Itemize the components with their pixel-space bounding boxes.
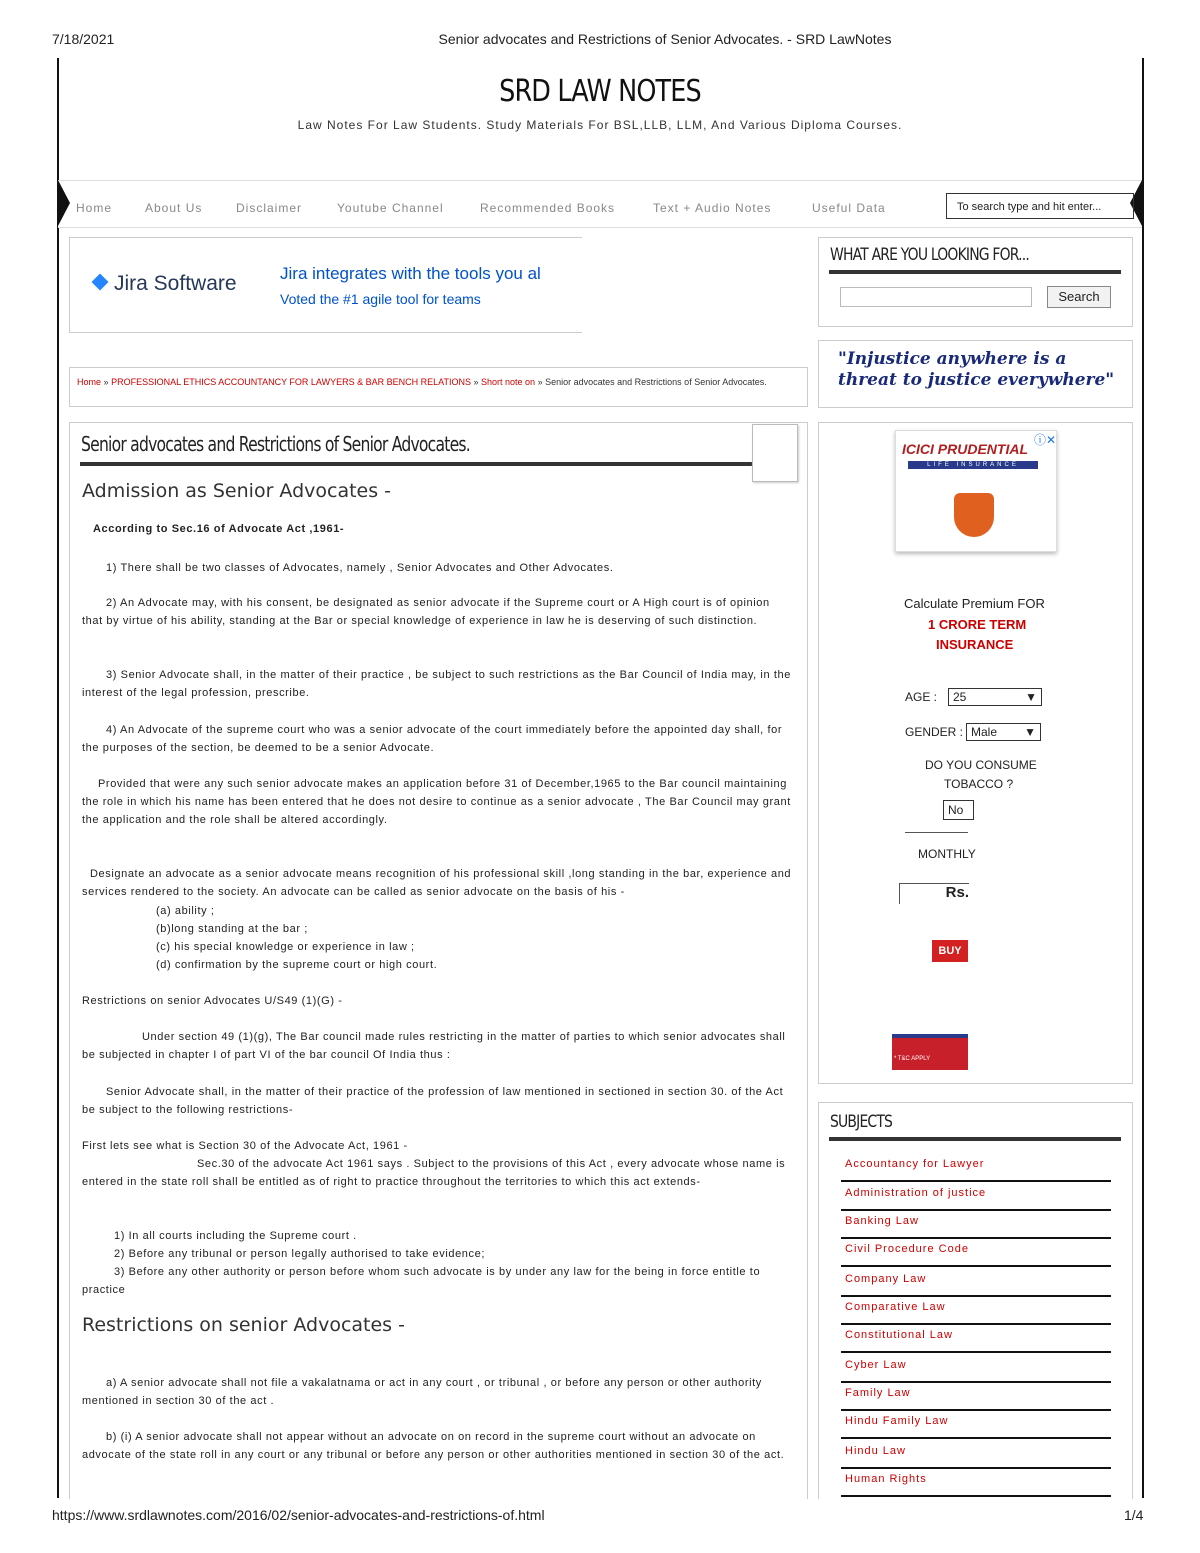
restriction-a: a) A senior advocate shall not file a vakalatnama or act in any court , or tribunal , or before any person or other authority mentioned in section 30 of the act . [82, 1377, 762, 1407]
heading-admission: Admission as Senior Advocates - [82, 480, 392, 502]
gender-label: GENDER : [905, 725, 964, 739]
nav-notch-left [58, 180, 70, 226]
shield-icon [954, 493, 994, 537]
heading-restrictions: Restrictions on senior Advocates - [82, 1314, 405, 1336]
search-widget-underline [829, 270, 1121, 274]
monthly-label: MONTHLY [918, 847, 976, 861]
tobacco-line2: TOBACCO ? [944, 777, 1014, 791]
subject-link[interactable]: Family Law [841, 1381, 1111, 1411]
post-title: Senior advocates and Restrictions of Senior Advocates. [81, 432, 470, 456]
nav-home[interactable]: Home [76, 201, 113, 215]
subject-link[interactable]: Administration of justice [841, 1181, 1111, 1211]
icici-logo-card [895, 430, 1057, 552]
subject-link[interactable]: Constitutional Law [841, 1323, 1111, 1353]
post-title-underline [80, 462, 752, 466]
age-select[interactable]: 25 ▼ [948, 688, 1042, 706]
nav-about-us[interactable]: About Us [145, 201, 203, 215]
banner-line1: Jira integrates with the tools you al [280, 264, 541, 283]
site-title[interactable]: SRD LAW NOTES [499, 74, 701, 109]
subject-link[interactable]: Company Law [841, 1267, 1111, 1297]
basis-item: (b)long standing at the bar ; [156, 923, 308, 935]
page-frame-left [57, 58, 59, 1498]
breadcrumb: Home » PROFESSIONAL ETHICS ACCOUNTANCY FOR LAWYERS & BAR BENCH RELATIONS » Short note on » Senior advocates and Restrictions of Senior Advocates. [77, 377, 767, 387]
ad-divider [905, 832, 968, 833]
para-2: 2) An Advocate may, with his consent, be designated as senior advocate if the Supreme court or A High court is of opinion that by virtue of his ability, standing at the Bar or special knowledge of experience in law he is deserving of such distinction. [82, 597, 770, 627]
print-title: Senior advocates and Restrictions of Senior Advocates. - SRD LawNotes [438, 31, 892, 47]
section30-item: 2) Before any tribunal or person legally authorised to take evidence; [114, 1248, 485, 1260]
jira-diamond-icon [92, 274, 109, 291]
subject-link[interactable]: Accountancy for Lawyer [841, 1152, 1111, 1182]
nav-text-audio-notes[interactable]: Text + Audio Notes [653, 201, 772, 215]
subject-link[interactable]: Banking Law [841, 1209, 1111, 1239]
subjects-underline [829, 1137, 1121, 1141]
breadcrumb-box [69, 367, 808, 407]
basis-item: (d) confirmation by the supreme court or high court. [156, 959, 438, 971]
para-4: 4) An Advocate of the supreme court who was a senior advocate of the court immediately before the appointed day shall, for the purposes of the section, be deemed to be a senior Advocate. [82, 724, 783, 754]
para-11: Sec.30 of the advocate Act 1961 says . Subject to the provisions of this Act , every advocate whose name is entered in the state roll shall be entitled as of right to practice throughout the territories to which this act extends- [82, 1158, 786, 1188]
tnc-text: * T&C APPLY [894, 1056, 931, 1062]
subject-link[interactable]: Hindu Family Law [841, 1409, 1111, 1439]
premium-value: Rs. [899, 883, 969, 904]
breadcrumb-short-note[interactable]: Short note on [481, 377, 536, 387]
nav-recommended-books[interactable]: Recommended Books [480, 201, 616, 215]
para-3: 3) Senior Advocate shall, in the matter of their practice , be subject to such restrictions as the Bar Council of India may, in the interest of the legal profession, prescribe. [82, 669, 791, 699]
post-date-tab [752, 424, 798, 482]
section30-item: 1) In all courts including the Supreme court . [114, 1230, 357, 1242]
age-label: AGE : [905, 690, 938, 704]
nav-youtube-channel[interactable]: Youtube Channel [337, 201, 444, 215]
para-10: First lets see what is Section 30 of the Advocate Act, 1961 - [82, 1140, 408, 1152]
para-9: Senior Advocate shall, in the matter of their practice of the profession of law mentioned in sectioned in section 30. of the Act be subject to the following restrictions- [82, 1086, 784, 1116]
sidebar-search-button[interactable]: Search [1047, 286, 1111, 308]
chevron-down-icon: ▼ [1024, 725, 1036, 739]
subject-link[interactable]: Comparative Law [841, 1295, 1111, 1325]
footer-page: 1/4 [1124, 1507, 1144, 1523]
tobacco-select[interactable]: No [943, 800, 974, 820]
buy-button[interactable]: BUY [932, 940, 968, 962]
breadcrumb-category[interactable]: PROFESSIONAL ETHICS ACCOUNTANCY FOR LAWYERS & BAR BENCH RELATIONS [111, 377, 471, 387]
para-5: Provided that were any such senior advocate makes an application before 31 of December,1965 to the Bar council maintaining the role in which his name has been entered that he does not desire to continue as a senior advocate , The Bar Council may grant the application and the role shall be altered accordingly. [82, 778, 791, 826]
site-tagline: Law Notes For Law Students. Study Materials For BSL,LLB, LLM, And Various Diploma Courses. [297, 118, 903, 132]
jira-brand: Jira Software [114, 272, 237, 295]
gender-select[interactable]: Male ▼ [966, 723, 1041, 741]
para-7: Restrictions on senior Advocates U/S49 (1)(G) - [82, 995, 343, 1007]
banner-line2: Voted the #1 agile tool for teams [280, 291, 481, 307]
page-frame-right [1142, 58, 1144, 1498]
subject-link[interactable]: Hindu Law [841, 1439, 1111, 1469]
basis-item: (a) ability ; [156, 905, 215, 917]
ad-calc: Calculate Premium FOR [904, 596, 1045, 611]
para-6: Designate an advocate as a senior advocate means recognition of his professional skill ,long standing in the bar, experience and services rendered to the society. An advocate can be called as senior advocate on the basis of his - [82, 868, 792, 898]
breadcrumb-home[interactable]: Home [77, 377, 102, 387]
adchoices-close-icon[interactable]: ⓘ✕ [1034, 433, 1057, 447]
subjects-title: SUBJECTS [830, 1112, 893, 1132]
nav-useful-data[interactable]: Useful Data [812, 201, 886, 215]
footer-url: https://www.srdlawnotes.com/2016/02/senior-advocates-and-restrictions-of.html [52, 1507, 545, 1523]
restriction-b: b) (i) A senior advocate shall not appear without an advocate on on record in the supreme court without an advocate on advocate of the state roll in any court or any tribunal or before any person or other authorities mentioned in section 30 of the act. [82, 1431, 785, 1461]
breadcrumb-current: Senior advocates and Restrictions of Senior Advocates. [545, 377, 767, 387]
subject-link[interactable]: Human Rights [841, 1467, 1111, 1497]
icici-sub: LIFE INSURANCE [908, 461, 1038, 469]
nav-search-input[interactable]: To search type and hit enter... [946, 193, 1134, 219]
subject-link[interactable]: Civil Procedure Code [841, 1237, 1111, 1267]
chevron-down-icon: ▼ [1025, 690, 1037, 704]
ad-insurance: INSURANCE [936, 637, 1014, 652]
section30-item: 3) Before any other authority or person before whom such advocate is by under any law for the being in force entitle to practice [82, 1266, 761, 1296]
subject-link[interactable]: Cyber Law [841, 1353, 1111, 1383]
nav-disclaimer[interactable]: Disclaimer [236, 201, 303, 215]
quote-text: "Injustice anywhere is a threat to justice everywhere" [838, 349, 1115, 390]
search-widget-title: WHAT ARE YOU LOOKING FOR... [830, 245, 1029, 265]
ad-crore: 1 CRORE TERM [928, 617, 1027, 632]
according-text: According to Sec.16 of Advocate Act ,1961- [93, 523, 345, 535]
para-8: Under section 49 (1)(g), The Bar council made rules restricting in the matter of parties to which senior advocates shall be subjected in chapter I of part VI of the bar council Of India thus : [82, 1031, 786, 1061]
icici-brand: ICICI PRUDENTIAL [902, 441, 1028, 457]
tobacco-line1: DO YOU CONSUME [925, 758, 1037, 772]
sidebar-search-input[interactable] [840, 287, 1032, 307]
banner-ad[interactable] [69, 237, 582, 333]
basis-item: (c) his special knowledge or experience in law ; [156, 941, 415, 953]
para-1: 1) There shall be two classes of Advocates, namely , Senior Advocates and Other Advocates. [106, 562, 614, 574]
ad-footer-bar [892, 1034, 968, 1070]
print-date: 7/18/2021 [52, 31, 115, 47]
